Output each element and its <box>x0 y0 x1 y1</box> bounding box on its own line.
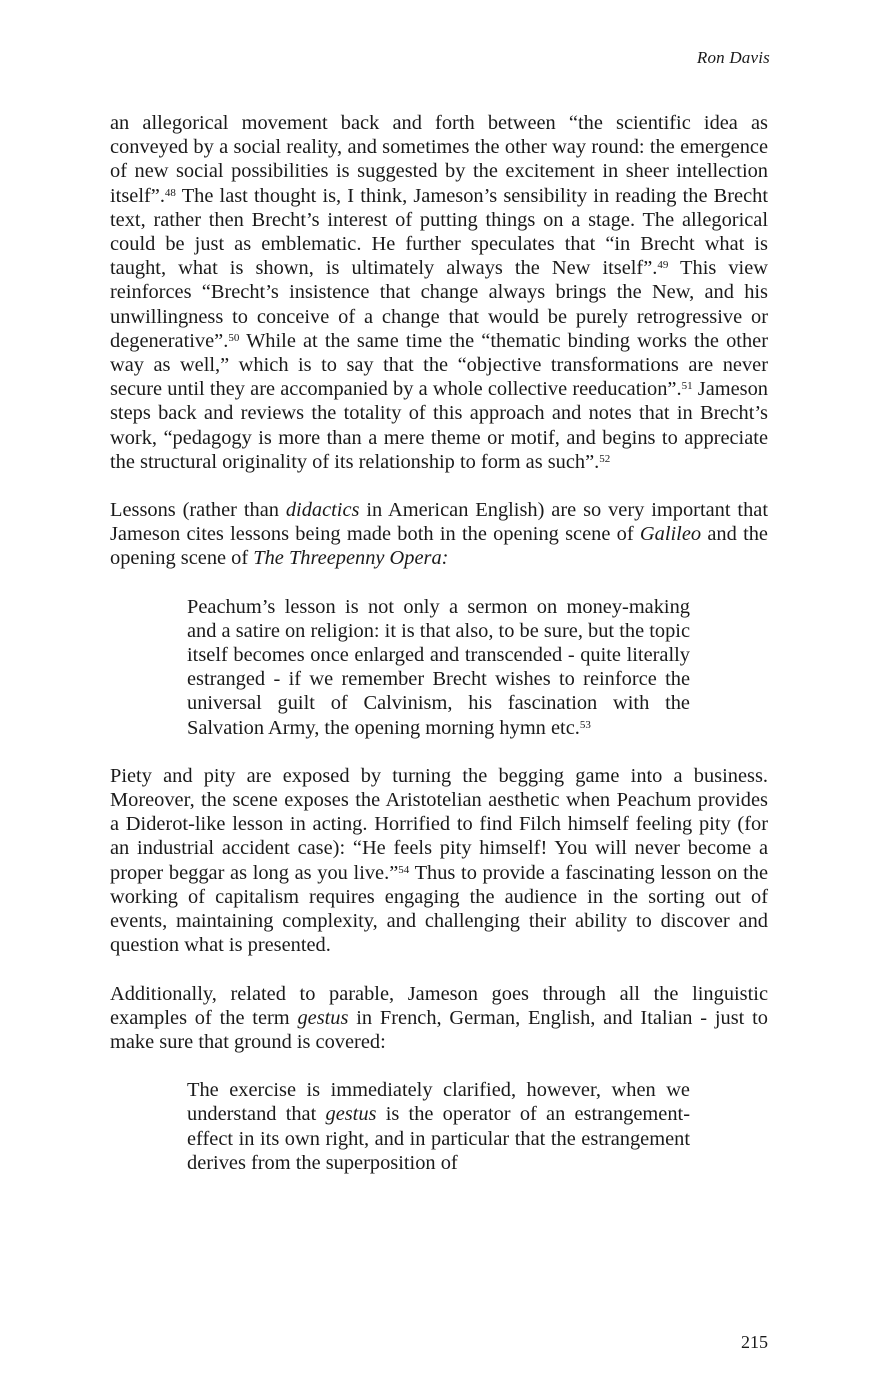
footnote-ref-53: 53 <box>579 718 591 731</box>
footnote-ref-50: 50 <box>228 331 240 344</box>
footnote-ref-48: 48 <box>164 186 176 199</box>
text-run: The exercise is immediately clarified, however, when we understand that <box>187 1079 690 1126</box>
text-run: Additionally, related to parable, Jameson goes through all the linguistic examples of the term <box>110 982 768 1029</box>
italic-title-threepenny-opera: The Threepenny Opera: <box>253 547 449 570</box>
text-run: Thus to provide a fascinating lesson on the working of capitalism requires engaging the audience in the sorting out of events, maintaining complexity, and challenging their ability to discover and question what is presented. <box>110 861 768 957</box>
footnote-ref-51: 51 <box>681 380 693 393</box>
text-run: Jameson steps back and reviews the totality of this approach and notes that in Brecht’s work, “pedagogy is more than a mere theme or motif, and begins to appreciate the structural originality of its relationship to form as such”. <box>110 378 768 473</box>
text-run: The last thought is, I think, Jameson’s sensibility in reading the Brecht text, rather then Brecht’s interest of putting things on a stage. The allegorical could be just as emblematic. He further speculates that “in Brecht what is taught, what is shown, is ultimately always the New itself”. <box>110 184 768 280</box>
block-quote-1 <box>187 595 690 740</box>
footnote-ref-49: 49 <box>657 259 669 272</box>
running-head-author: Ron Davis <box>696 48 770 67</box>
text-run: Peachum’s lesson is not only a sermon on money-making and a satire on religion: it is that also, to be sure, but the topic itself becomes once enlarged and transcended - quite literally estranged - if we remember Brecht wishes to reinforce the universal guilt of Calvinism, his fascination with the Salvation Army, the opening morning hymn etc. <box>187 595 690 739</box>
italic-title-galileo: Galileo <box>639 523 702 546</box>
text-run: Piety and pity are exposed by turning the begging game into a business. Moreover, the scene exposes the Aristotelian aesthetic when Peachum provides a Diderot-like lesson in acting. Horrified to find Filch himself feeling pity (for an industrial accident case): “He feels pity himself! You will never become a proper beggar as long as you live.” <box>110 764 768 884</box>
page-number: 215 <box>741 1332 768 1352</box>
footnote-ref-52: 52 <box>599 452 611 465</box>
paragraph-1 <box>110 111 768 474</box>
block-quote-2 <box>187 1078 690 1175</box>
italic-term-gestus: gestus <box>297 1006 349 1029</box>
paragraph-3 <box>110 764 768 958</box>
paragraph-4 <box>110 982 768 1055</box>
italic-term-didactics: didactics <box>285 499 360 522</box>
footnote-ref-54: 54 <box>398 863 410 876</box>
text-run: in American English) are so very important that Jameson cites lessons being made both in the opening scene of <box>110 499 768 546</box>
text-run: This view reinforces “Brecht’s insistence that change always brings the New, and his unwillingness to conceive of a change that would be purely retrogressive or degenerative”. <box>110 257 768 352</box>
text-run: While at the same time the “thematic binding works the other way as well,” which is to say that the “objective transformations are never secure until they are accompanied by a whole collective reeducation”. <box>110 329 768 401</box>
text-run: and the opening scene of <box>110 523 768 570</box>
text-run: is the operator of an estrangement-effect in its own right, and in particular that the estrangement derives from the superposition of <box>187 1103 690 1174</box>
text-run: an allegorical movement back and forth between “the scientific idea as conveyed by a social reality, and sometimes the other way round: the emergence of new social possibilities is suggested by the excitement in sheer intellection itself”. <box>110 112 768 207</box>
text-run: in French, German, English, and Italian - just to make sure that ground is covered: <box>110 1006 768 1053</box>
paragraph-2 <box>110 498 768 571</box>
body-text <box>110 111 768 1175</box>
italic-term-gestus: gestus <box>325 1103 377 1126</box>
text-run: Lessons (rather than <box>110 499 286 522</box>
